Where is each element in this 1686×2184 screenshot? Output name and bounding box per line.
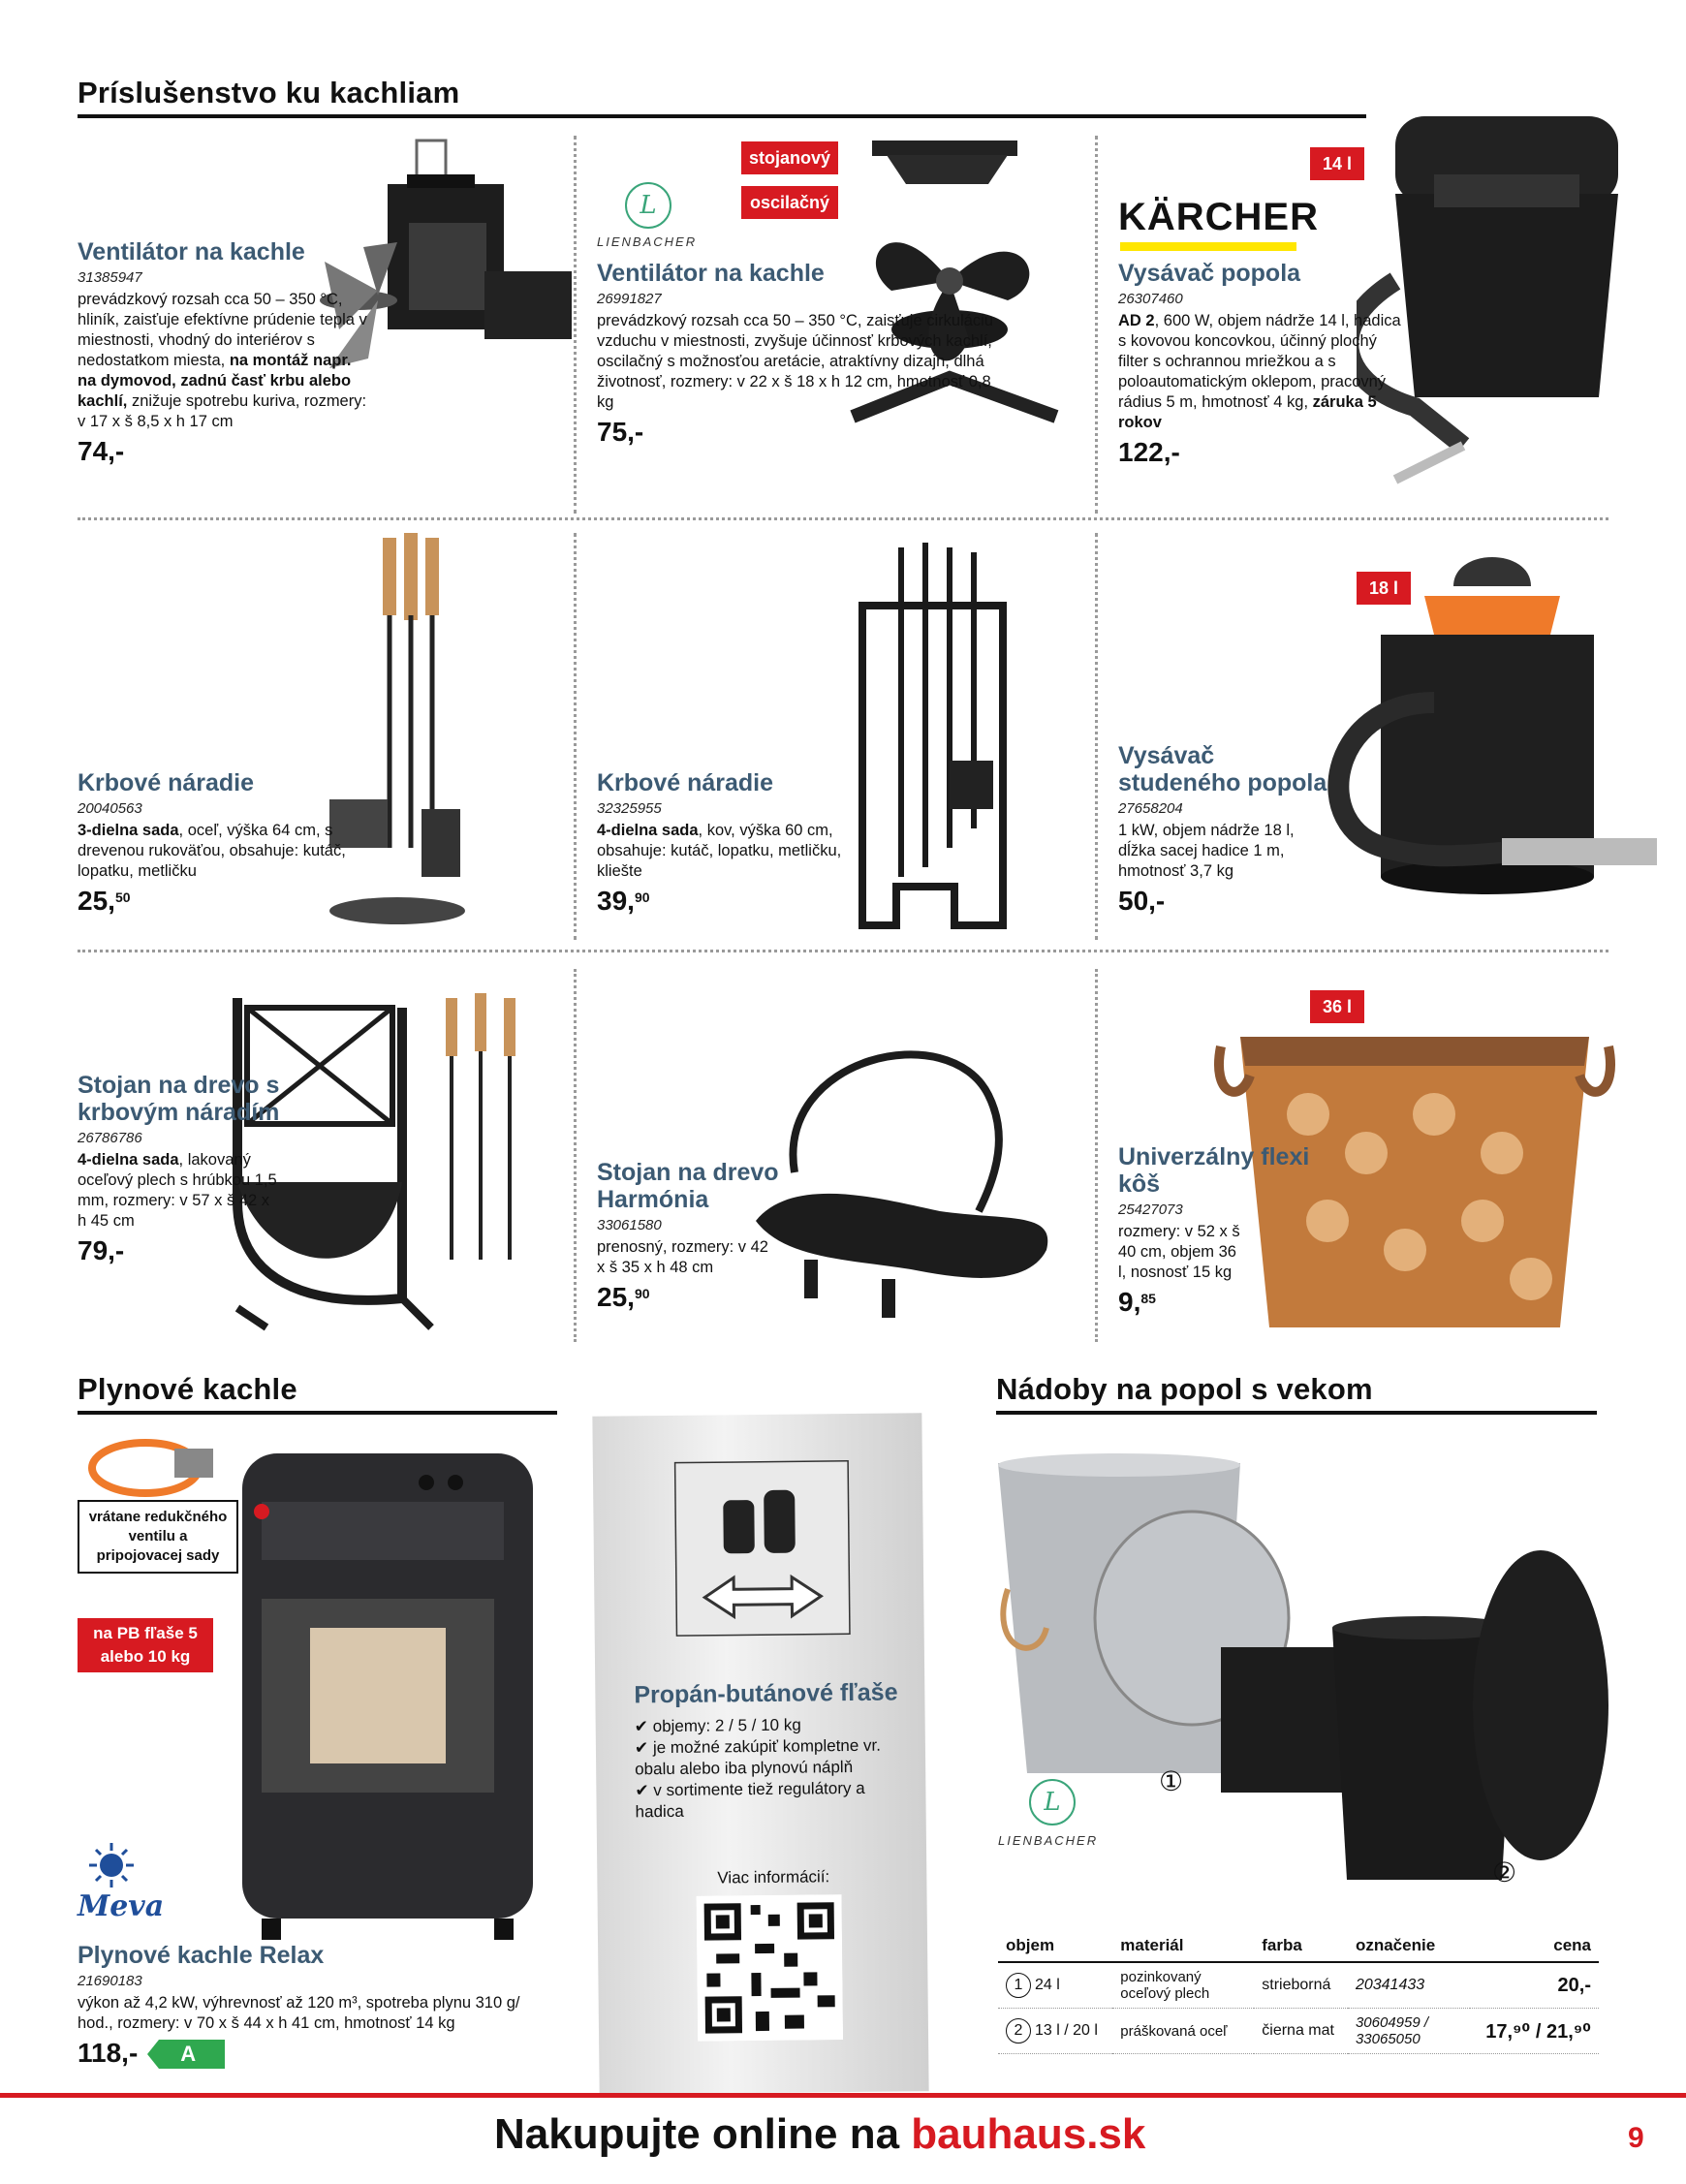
column-divider [1095, 136, 1098, 514]
product-price: 118,- [78, 2038, 139, 2068]
cell-cena: 20,- [1470, 1962, 1599, 2009]
propane-panel [592, 1413, 928, 2095]
footer-site-link[interactable]: bauhaus.sk [911, 2110, 1146, 2158]
gas-heater-image [233, 1444, 543, 1948]
product-price: 25,90 [597, 1282, 650, 1312]
product-description: 3-dielna sada, oceľ, výška 64 cm, s drevenou rukoväťou, obsahuje: kutáč, lopatku, metličku [78, 822, 346, 880]
column-header: objem [998, 1930, 1112, 1962]
product-title: Ventilátor na kachle [78, 238, 305, 265]
column-divider [574, 136, 577, 514]
badge-volume: 18 l [1357, 572, 1411, 605]
product-sku: 20040563 [78, 800, 142, 817]
table-header-row [998, 1930, 1599, 1962]
check-icon: ✔ [634, 1717, 649, 1736]
product-title: Plynové kachle Relax [78, 1942, 325, 1969]
product-sku: 31385947 [78, 269, 142, 286]
product-title: Krbové náradie [78, 769, 255, 796]
product-description: rozmery: v 52 x š 40 cm, objem 36 l, nosnosť 15 kg [1118, 1223, 1240, 1281]
section-rule [78, 1411, 557, 1415]
product-price: 9,85 [1118, 1287, 1156, 1317]
brand-meva: Meva [78, 1889, 165, 1923]
column-header: cena [1470, 1930, 1599, 1962]
bucket-label-1: ① [1159, 1766, 1184, 1796]
badge-stojanovy: stojanový [741, 141, 838, 174]
product-tools2 [597, 769, 868, 917]
product-title: Stojan na drevo s krbovým náradím [78, 1072, 280, 1126]
cell-farba: čierna mat [1254, 2009, 1348, 2054]
included-note: vrátane redukčného ventilu a pripojovacej sady [78, 1500, 238, 1574]
qr-code-icon[interactable] [697, 1894, 844, 2042]
badge-pb-bottles: na PB fľaše 5 alebo 10 kg [78, 1618, 213, 1672]
cell-farba: strieborná [1254, 1962, 1348, 2009]
badge-oscilacny: oscilačný [741, 186, 838, 219]
product-sku: 25427073 [1118, 1201, 1183, 1218]
gas-bottles-exchange-icon [674, 1460, 851, 1637]
energy-class-label: A [180, 2042, 197, 2066]
product-description: prevádzkový rozsah cca 50 – 350 °C, hliník, zaisťuje efektívne prúdenie tepla v miestnosti, vhodný do interiérov s nedostatkom miesta, na montáž napr. na dymovod, zadnú časť krbu alebo kachlí, znižuje spotrebu kuriva, rozmery: v 17 x š 8,5 x h 17 cm [78, 291, 367, 430]
ashbin-table [998, 1930, 1599, 2054]
product-description: 4-dielna sada, lakovaný oceľový plech s hrúbkou 1,5 mm, rozmery: v 57 x š 42 x h 45 cm [78, 1151, 277, 1230]
lienbacher-logo-icon: L [1029, 1779, 1076, 1825]
cell-oznacenie: 30604959 / 33065050 [1348, 2009, 1470, 2054]
product-title: Ventilátor na kachle [597, 260, 825, 287]
product-title: Vysávač popola [1118, 260, 1301, 287]
cold-ash-vacuum-image [1289, 538, 1676, 935]
section-title-accessories: Príslušenstvo ku kachliam [78, 76, 460, 109]
section-rule [78, 114, 1366, 118]
section-title-gas: Plynové kachle [78, 1372, 297, 1406]
regulator-hose-icon [87, 1434, 233, 1502]
cell-objem: 2 13 l / 20 l [998, 2009, 1112, 2054]
product-heater [78, 1942, 562, 2069]
product-price: 50,- [1118, 886, 1166, 916]
column-divider [1095, 969, 1098, 1342]
feature-item: ✔ objemy: 2 / 5 / 10 kg [634, 1715, 801, 1736]
product-rack2 [597, 1159, 829, 1313]
product-vac2 [1118, 742, 1341, 917]
product-title: Vysávač studeného popola [1118, 742, 1327, 796]
propane-title: Propán-butánové fľaše [634, 1678, 898, 1709]
footer-bar [0, 2093, 1686, 2098]
product-description: prevádzkový rozsah cca 50 – 350 °C, zaisťuje cirkuláciu vzduchu v miestnosti, zvyšuje účinnosť krbových kachlí, oscilačný s možnosťou aretácie, atraktívny dizajn, dlhá životnosť, rozmery: v 22 x š 18 x h 12 cm, hmotnosť 0,8 kg [597, 312, 993, 411]
product-title: Stojan na drevo Harmónia [597, 1159, 779, 1213]
brand-lienbacher: LIENBACHER [597, 234, 698, 249]
product-tools1 [78, 769, 368, 917]
product-vac1 [1118, 260, 1409, 468]
product-rack1 [78, 1072, 281, 1266]
column-header: označenie [1348, 1930, 1470, 1962]
energy-class-badge [147, 2040, 225, 2069]
product-description: 1 kW, objem nádrže 18 l, dĺžka sacej hadice 1 m, hmotnosť 3,7 kg [1118, 822, 1295, 880]
badge-volume: 14 l [1310, 147, 1364, 180]
page-number: 9 [1628, 2122, 1644, 2154]
propane-features [635, 1713, 907, 1823]
bucket-label-2: ② [1492, 1857, 1517, 1888]
product-fan2 [597, 260, 993, 448]
row-divider [78, 950, 1608, 952]
product-fan1 [78, 238, 368, 467]
footer-text: Nakupujte online na bauhaus.sk [494, 2110, 1146, 2158]
column-divider [574, 969, 577, 1342]
product-sku: 32325955 [597, 800, 662, 817]
product-price: 79,- [78, 1235, 125, 1265]
product-description: 4-dielna sada, kov, výška 60 cm, obsahuje: kutáč, lopatku, metličku, kliešte [597, 822, 842, 880]
meva-logo-icon [87, 1841, 136, 1889]
column-divider [1095, 533, 1098, 940]
table-row [998, 2009, 1599, 2054]
column-divider [574, 533, 577, 940]
product-price: 25,50 [78, 886, 131, 916]
product-sku: 26307460 [1118, 291, 1183, 307]
cell-oznacenie: 20341433 [1348, 1962, 1470, 2009]
product-description: prenosný, rozmery: v 42 x š 35 x h 48 cm [597, 1238, 768, 1276]
column-header: materiál [1112, 1930, 1254, 1962]
product-price: 122,- [1118, 437, 1180, 467]
product-sku: 33061580 [597, 1217, 662, 1233]
brand-karcher-bar [1120, 242, 1296, 251]
section-title-ashbins: Nádoby na popol s vekom [996, 1372, 1373, 1406]
cell-cena: 17,⁹⁰ / 21,⁹⁰ [1470, 2009, 1599, 2054]
cell-material: práškovaná oceľ [1112, 2009, 1254, 2054]
badge-volume: 36 l [1310, 990, 1364, 1023]
check-icon: ✔ [634, 1738, 649, 1758]
cell-objem: 1 24 l [998, 1962, 1112, 2009]
table-row [998, 1962, 1599, 2009]
product-sku: 21690183 [78, 1973, 142, 1989]
product-description: AD 2, 600 W, objem nádrže 14 l, hadica s kovovou koncovkou, účinný plochý filter s ochrannou mriežkou a s poloautomatickým oklepom, pracovný rádius 5 m, hmotnosť 4 kg, záruka 5 rokov [1118, 312, 1401, 431]
product-price: 39,90 [597, 886, 650, 916]
product-title: Univerzálny flexi kôš [1118, 1143, 1310, 1198]
product-title: Krbové náradie [597, 769, 774, 796]
feature-item: ✔ v sortimente tiež regulátory a hadica [635, 1778, 865, 1822]
product-description: výkon až 4,2 kW, výhrevnosť až 120 m³, spotreba plynu 310 g/ hod., rozmery: v 70 x š 44 x h 41 cm, hmotnosť 14 kg [78, 1994, 520, 2032]
product-basket [1118, 1143, 1312, 1318]
feature-item: ✔ je možné zakúpiť kompletne vr. obalu alebo iba plynovú náplň [634, 1735, 882, 1779]
column-header: farba [1254, 1930, 1348, 1962]
product-price: 74,- [78, 436, 125, 466]
brand-karcher: KÄRCHER [1118, 196, 1319, 238]
lienbacher-logo-icon: L [625, 182, 671, 229]
section-rule [996, 1411, 1597, 1415]
brand-lienbacher: LIENBACHER [998, 1833, 1099, 1848]
fireplace-tools-set-image [858, 538, 1013, 935]
product-sku: 27658204 [1118, 800, 1183, 817]
row-divider [78, 517, 1608, 520]
check-icon: ✔ [635, 1781, 649, 1800]
product-price: 75,- [597, 417, 644, 447]
more-info-label: Viac informácií: [717, 1867, 830, 1888]
product-sku: 26786786 [78, 1130, 142, 1146]
cell-material: pozinkovaný oceľový plech [1112, 1962, 1254, 2009]
product-sku: 26991827 [597, 291, 662, 307]
